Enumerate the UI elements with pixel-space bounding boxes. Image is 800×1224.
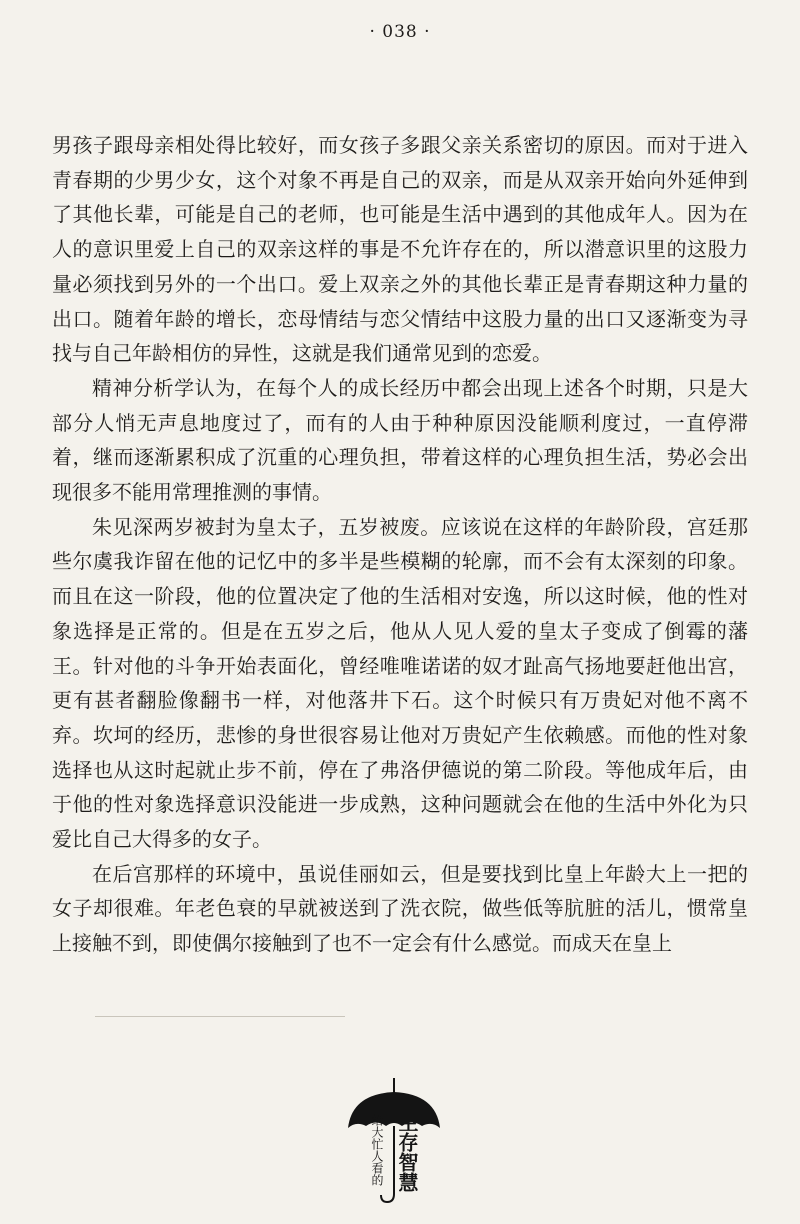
page-number: · 038 ·	[369, 22, 431, 42]
logo-subtitle: 给大忙人看的	[370, 1114, 384, 1186]
umbrella-icon	[344, 1076, 444, 1206]
paragraph-1: 男孩子跟母亲相处得比较好，而女孩子多跟父亲关系密切的原因。而对于进入青春期的少男少女，这个对象不再是自己的双亲，而是从双亲开始向外延伸到了其他长辈，可能是自己的老师，也可能是生活中遇到的其他成年人。因为在人的意识里爱上自己的双亲这样的事是不允许存在的，所以潜意识里的这股力量必须找到另外的一个出口。爱上双亲之外的其他长辈正是青春期这种力量的出口。随着年龄的增长，恋母情结与恋父情结中这股力量的出口又逐渐变为寻找与自己年龄相仿的异性，这就是我们通常见到的恋爱。	[52, 133, 748, 366]
body-text	[52, 128, 748, 961]
paragraph-4: 在后宫那样的环境中，虽说佳丽如云，但是要找到比皇上年龄大上一把的女子却很难。年老色衰的早就被送到了洗衣院，做些低等肮脏的活儿，惯常皇上接触不到，即使偶尔接触到了也不一定会有什么感觉。而成天在皇上	[52, 861, 748, 956]
paragraph-2: 精神分析学认为，在每个人的成长经历中都会出现上述各个时期，只是大部分人悄无声息地度过了，而有的人由于种种原因没能顺利度过，一直停滞着，继而逐渐累积成了沉重的心理负担，带着这样的心理负担生活，势必会出现很多不能用常理推测的事情。	[52, 375, 748, 505]
paragraph-3: 朱见深两岁被封为皇太子，五岁被废。应该说在这样的年龄阶段，宫廷那些尔虞我诈留在他的记忆中的多半是些模糊的轮廓，而不会有太深刻的印象。而且在这一阶段，他的位置决定了他的生活相对安逸，所以这时候，他的性对象选择是正常的。但是在五岁之后，他从人见人爱的皇太子变成了倒霉的藩王。针对他的斗争开始表面化，曾经唯唯诺诺的奴才趾高气扬地要赶他出宫，更有甚者翻脸像翻书一样，对他落井下石。这个时候只有万贵妃对他不离不弃。坎坷的经历，悲惨的身世很容易让他对万贵妃产生依赖感。而他的性对象选择也从这时起就止步不前，停在了弗洛伊德说的第二阶段。等他成年后，由于他的性对象选择意识没能进一步成熟，这种问题就会在他的生活中外化为只爱比自己大得多的女子。	[52, 514, 748, 852]
page-mark	[95, 1016, 345, 1017]
logo-title: 生存智慧	[395, 1112, 419, 1192]
series-logo	[344, 1076, 454, 1206]
